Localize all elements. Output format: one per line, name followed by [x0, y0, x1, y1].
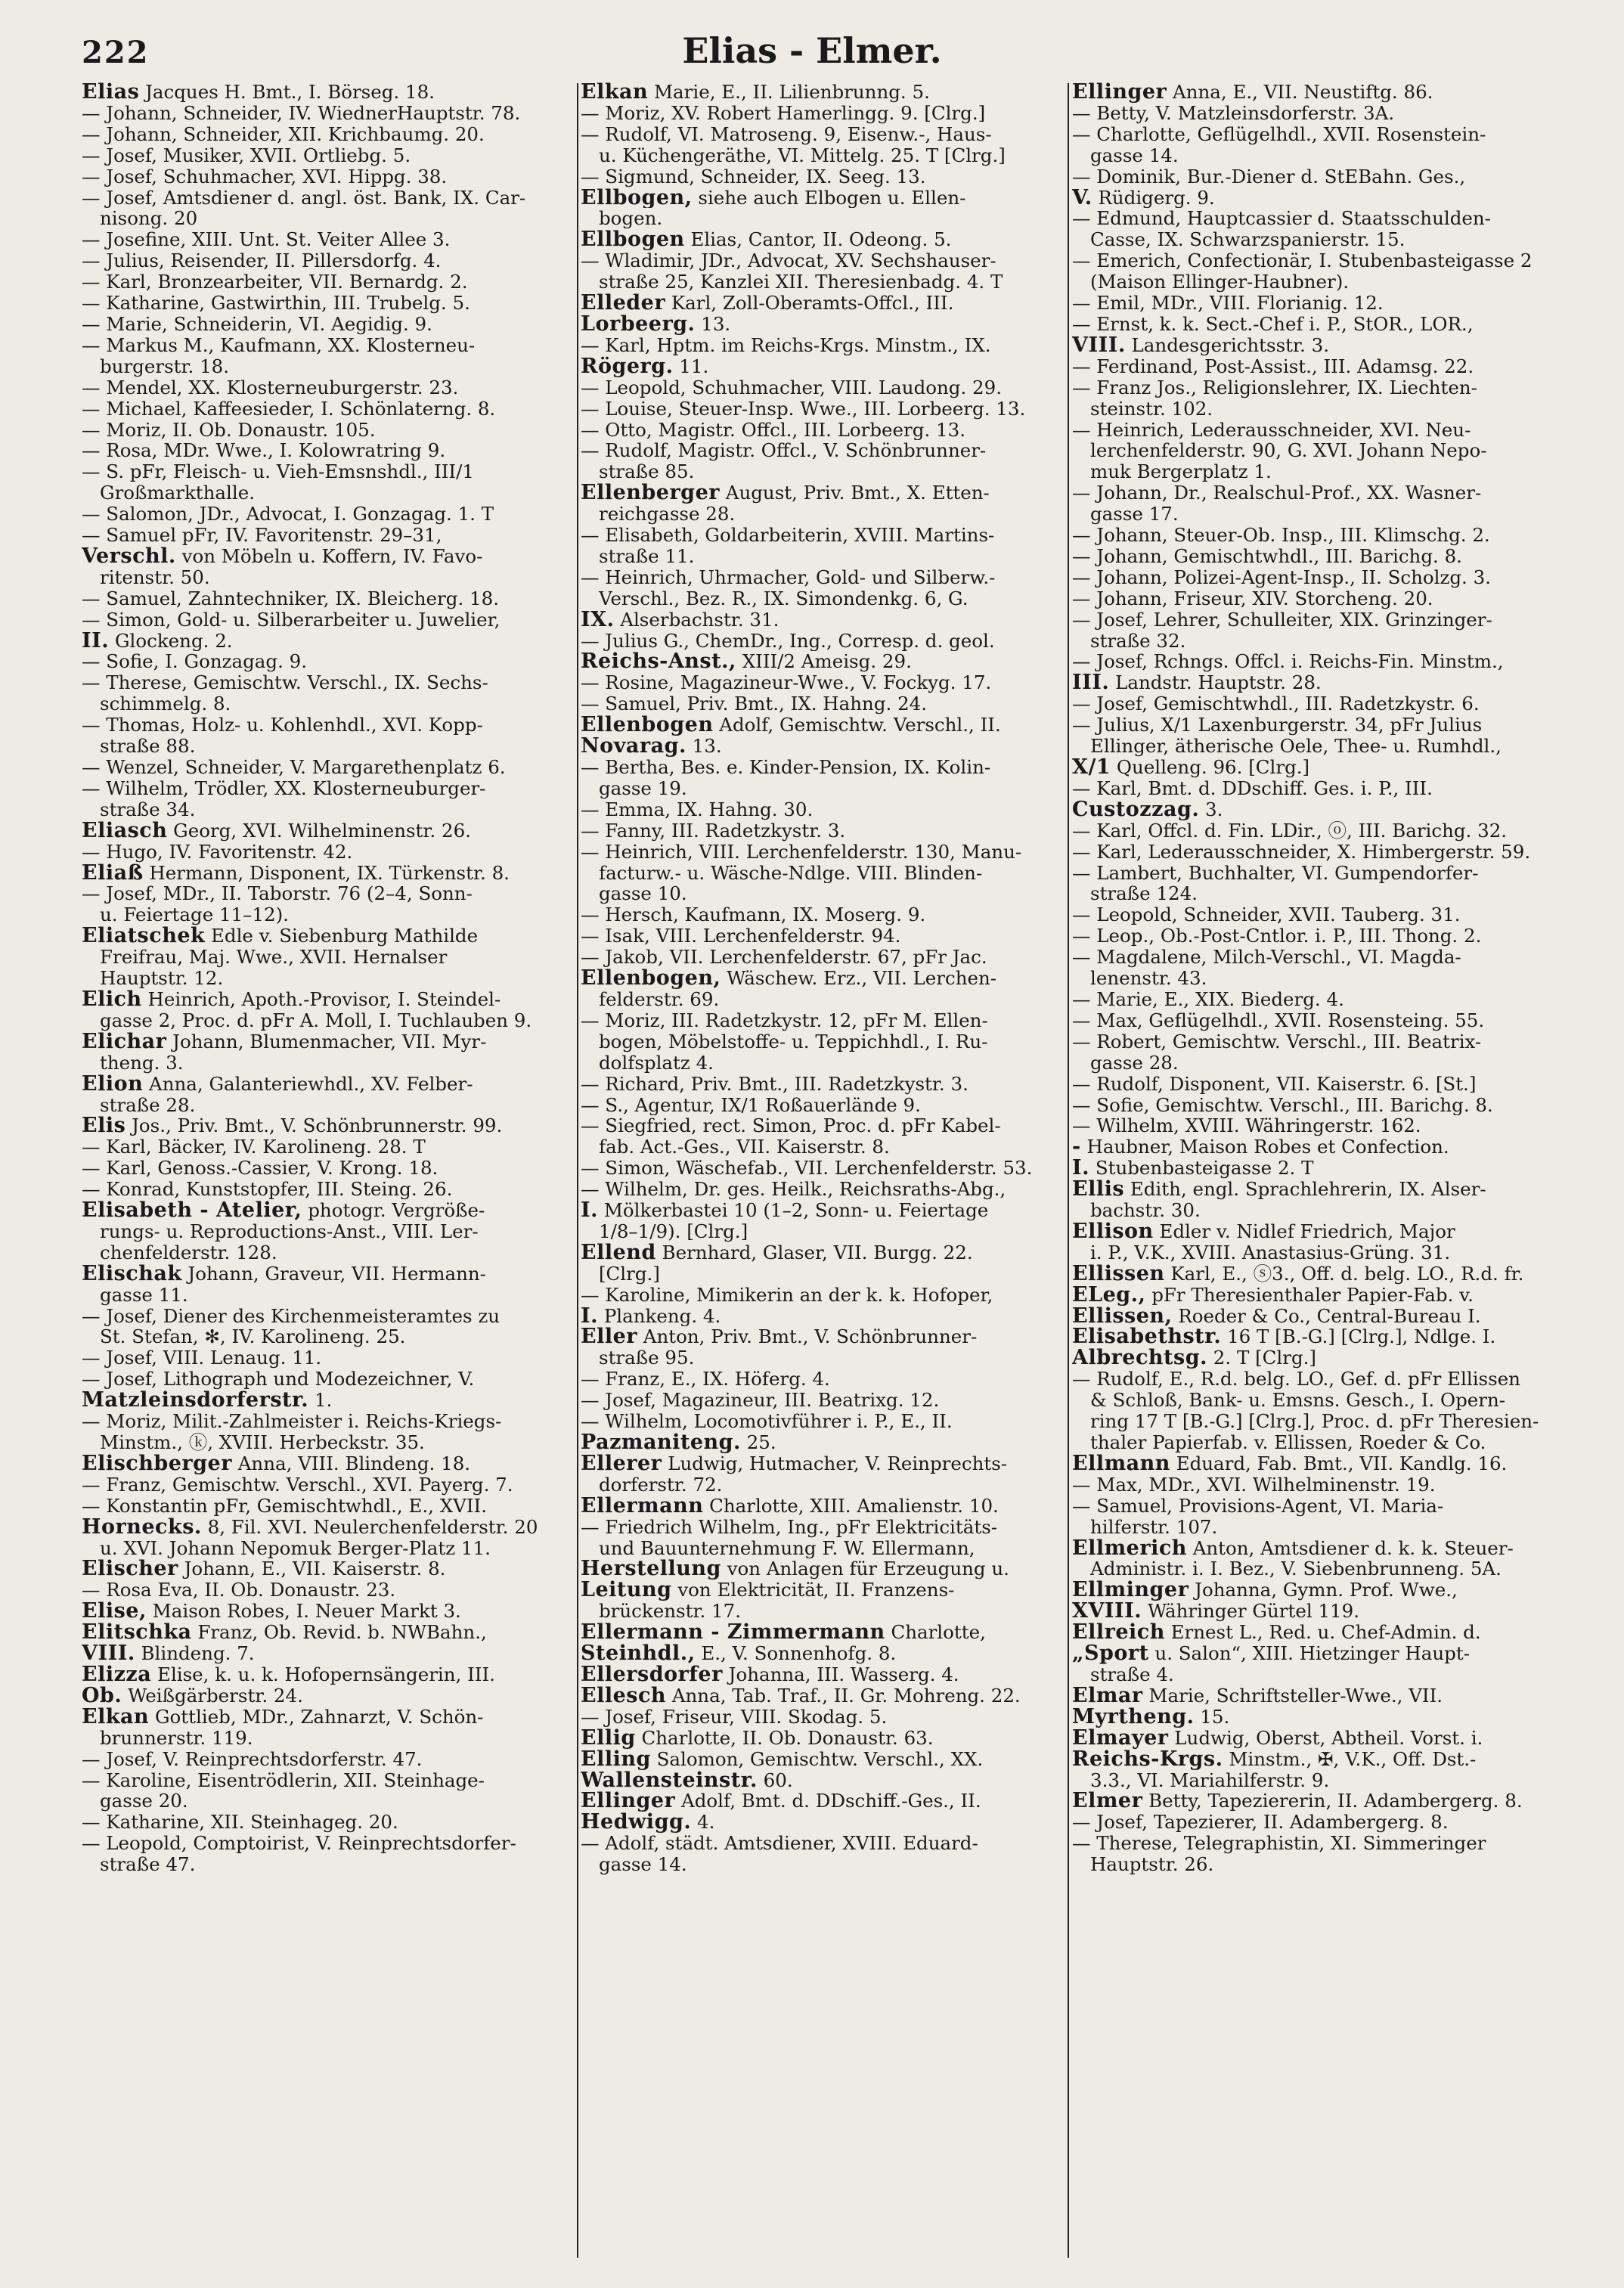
directory-line: — Karoline, Mimikerin an der k. k. Hofoper, — [581, 1284, 993, 1306]
directory-line: III. Landstr. Hauptstr. 28. — [1072, 672, 1322, 694]
directory-line: gasse 14. — [599, 1854, 687, 1876]
directory-line: — Julius G., ChemDr., Ing., Corresp. d. geol. — [581, 630, 995, 652]
directory-line: Elling Salomon, Gemischtw. Verschl., XX. — [581, 1748, 984, 1770]
column-divider — [577, 83, 578, 2258]
directory-line: — Franz, Gemischtw. Verschl., XVI. Payerg. 7. — [82, 1474, 513, 1496]
directory-line: Eliaß Hermann, Disponent, IX. Türkenstr. 8. — [82, 862, 510, 884]
directory-line: Elizza Elise, k. u. k. Hofopernsängerin, III. — [82, 1663, 495, 1685]
directory-line: — Johann, Schneider, IV. WiednerHauptstr. 78. — [82, 102, 521, 124]
directory-line: i. P., V.K., XVIII. Anastasius-Grüng. 31. — [1090, 1242, 1451, 1263]
directory-line: — Katharine, XII. Steinhageg. 20. — [82, 1812, 398, 1834]
directory-line: — Leopold, Comptoirist, V. Reinprechtsdorfer- — [82, 1833, 516, 1855]
directory-line: chenfelderstr. 128. — [100, 1242, 277, 1263]
directory-line: 1/8–1/9). [Clrg.] — [599, 1220, 748, 1242]
directory-line: — Marie, Schneiderin, VI. Aegidig. 9. — [82, 313, 432, 335]
directory-line: burgerstr. 18. — [100, 355, 230, 377]
directory-line: — Josef, Friseur, VIII. Skodag. 5. — [581, 1706, 888, 1728]
directory-line: — Katharine, Gastwirthin, III. Trubelg. 5. — [82, 293, 470, 314]
directory-line: XVIII. Währinger Gürtel 119. — [1072, 1601, 1360, 1623]
directory-line: — Max, Geflügelhdl., XVII. Rosensteing. 55. — [1072, 1009, 1485, 1031]
directory-line: Elischak Johann, Graveur, VII. Hermann- — [82, 1263, 486, 1285]
directory-line: — Sofie, Gemischtw. Verschl., III. Barichg. 8. — [1072, 1094, 1493, 1116]
directory-line: gasse 10. — [599, 883, 687, 905]
directory-line: Hedwigg. 4. — [581, 1812, 715, 1834]
directory-line: Elise, Maison Robes, I. Neuer Markt 3. — [82, 1601, 461, 1623]
directory-line: — Karl, Lederausschneider, X. Himbergerstr. 59. — [1072, 841, 1531, 863]
directory-line: — Josef, Gemischtwhdl., III. Radetzkystr. 6. — [1072, 693, 1480, 715]
directory-line: Elkan Marie, E., II. Lilienbrunng. 5. — [581, 82, 930, 103]
directory-line: — Wladimir, JDr., Advocat, XV. Sechshauser- — [581, 250, 996, 272]
directory-line: — Josef, Diener des Kirchenmeisteramtes zu — [82, 1305, 501, 1327]
directory-line: — S., Agentur, IX/1 Roßauerlände 9. — [581, 1094, 921, 1116]
directory-line: II. Glockeng. 2. — [82, 630, 233, 652]
directory-line: Ellenbogen, Wäschew. Erz., VII. Lerchen- — [581, 968, 997, 989]
directory-line: — Josef, Amtsdiener d. angl. öst. Bank, IX. Car- — [82, 187, 526, 209]
directory-line: — Josef, Musiker, XVII. Ortliebg. 5. — [82, 144, 411, 166]
directory-line: Myrtheng. 15. — [1072, 1706, 1230, 1728]
directory-line: Ellermann Charlotte, XIII. Amalienstr. 10. — [581, 1495, 999, 1517]
directory-line: — Josef, Schuhmacher, XVI. Hippg. 38. — [82, 166, 448, 188]
directory-line: Eliasch Georg, XVI. Wilhelminenstr. 26. — [82, 820, 471, 842]
directory-line: VIII. Blindeng. 7. — [82, 1643, 255, 1664]
directory-line: straße 34. — [100, 798, 196, 820]
directory-line: — Moriz, Milit.-Zahlmeister i. Reichs-Kriegs- — [82, 1411, 502, 1432]
column-left — [82, 82, 573, 1875]
directory-line: Administr. i. I. Bez., V. Siebenbrunneng. 5A. — [1090, 1558, 1502, 1580]
column-right — [1072, 82, 1575, 1875]
directory-line: — Karl, Bronzearbeiter, VII. Bernardg. 2. — [82, 271, 468, 293]
directory-line: Ellmann Eduard, Fab. Bmt., VII. Kandlg. 16. — [1072, 1452, 1508, 1474]
directory-line: — Thomas, Holz- u. Kohlenhdl., XVI. Kopp- — [82, 715, 483, 736]
directory-line: — Samuel pFr, IV. Favoritenstr. 29–31, — [82, 525, 442, 546]
directory-line: Ellend Bernhard, Glaser, VII. Burgg. 22. — [581, 1242, 973, 1263]
directory-line: brunnerstr. 119. — [100, 1727, 253, 1749]
directory-line: nisong. 20 — [100, 208, 198, 230]
directory-line: Elmayer Ludwig, Oberst, Abtheil. Vorst. i. — [1072, 1727, 1483, 1749]
directory-line: — Leop., Ob.-Post-Cntlor. i. P., III. Thong. 2. — [1072, 925, 1482, 947]
directory-line: Elion Anna, Galanteriewhdl., XV. Felber- — [82, 1073, 473, 1095]
directory-line: Eller Anton, Priv. Bmt., V. Schönbrunner- — [581, 1326, 978, 1348]
directory-line: Ellbogen Elias, Cantor, II. Odeong. 5. — [581, 229, 952, 251]
directory-line: — Simon, Gold- u. Silberarbeiter u. Juwelier, — [82, 609, 501, 631]
directory-line: X/1 Quelleng. 96. [Clrg.] — [1072, 757, 1310, 778]
directory-line: — Edmund, Hauptcassier d. Staatsschulden- — [1072, 208, 1491, 230]
directory-line: — S. pFr, Fleisch- u. Vieh-Emsnshdl., III/1 — [82, 461, 474, 483]
directory-line: — Johann, Schneider, XII. Krichbaumg. 20. — [82, 123, 485, 145]
directory-line: & Schloß, Bank- u. Emsns. Gesch., I. Opern- — [1090, 1390, 1506, 1412]
directory-line: — Otto, Magistr. Offcl., III. Lorbeerg. 13. — [581, 419, 965, 441]
directory-line: Ellesch Anna, Tab. Traf., II. Gr. Mohreng. 22. — [581, 1685, 1021, 1707]
directory-line: Reichs-Krgs. Minstm., ✠, V.K., Off. Dst.- — [1072, 1748, 1477, 1770]
directory-line: Ellermann - Zimmermann Charlotte, — [581, 1622, 986, 1644]
directory-line: Elmer Betty, Tapeziererin, II. Adambergerg. 8. — [1072, 1790, 1523, 1812]
directory-line: Großmarkthalle. — [100, 482, 255, 504]
directory-line: — Heinrich, Uhrmacher, Gold- und Silberw.- — [581, 566, 996, 588]
directory-line: Minstm., ⓚ, XVIII. Herbeckstr. 35. — [100, 1432, 425, 1453]
directory-line: straße 4. — [1090, 1663, 1174, 1685]
directory-line: — Marie, E., XIX. Biederg. 4. — [1072, 988, 1344, 1010]
directory-line: — Magdalene, Milch-Verschl., VI. Magda- — [1072, 947, 1461, 969]
directory-line: ritenstr. 50. — [100, 566, 210, 588]
directory-line: — Heinrich, VIII. Lerchenfelderstr. 130, Manu- — [581, 841, 1022, 863]
directory-line: — Josef, VIII. Lenaug. 11. — [82, 1347, 322, 1369]
directory-line: — Adolf, städt. Amtsdiener, XVIII. Eduard- — [581, 1833, 978, 1855]
directory-line: 3.3., VI. Mariahilferstr. 9. — [1090, 1769, 1330, 1791]
directory-line: Ellenbogen Adolf, Gemischtw. Verschl., II. — [581, 715, 1001, 736]
directory-line: — Wilhelm, Trödler, XX. Klosterneuburger- — [82, 777, 486, 799]
directory-line: (Maison Ellinger-Haubner). — [1090, 271, 1350, 293]
directory-line: — Fanny, III. Radetzkystr. 3. — [581, 820, 846, 842]
page-number: 222 — [82, 35, 150, 70]
directory-line: Ellerer Ludwig, Hutmacher, V. Reinprechts- — [581, 1452, 1008, 1474]
directory-line: Ellis Edith, engl. Sprachlehrerin, IX. Alser- — [1072, 1179, 1486, 1201]
directory-line: Custozzag. 3. — [1072, 798, 1223, 820]
directory-line: brückenstr. 17. — [599, 1601, 741, 1623]
directory-line: — Richard, Priv. Bmt., III. Radetzkystr. 3. — [581, 1073, 969, 1095]
directory-line: u. XVI. Johann Nepomuk Berger-Platz 11. — [100, 1537, 491, 1559]
directory-line: Ellreich Ernest L., Red. u. Chef-Admin. d. — [1072, 1622, 1481, 1644]
directory-line: — Ernst, k. k. Sect.-Chef i. P., StOR., LOR., — [1072, 313, 1474, 335]
directory-line: steinstr. 102. — [1090, 398, 1213, 420]
directory-line: Elitschka Franz, Ob. Revid. b. NWBahn., — [82, 1622, 487, 1644]
directory-line: — Julius, Reisender, II. Pillersdorfg. 4. — [82, 250, 442, 272]
directory-line: — Wilhelm, Dr. ges. Heilk., Reichsraths-Abg., — [581, 1179, 1006, 1201]
directory-line: dolfsplatz 4. — [599, 1052, 714, 1074]
directory-line: — Wilhelm, XVIII. Währingerstr. 162. — [1072, 1115, 1421, 1137]
directory-line: Elischer Johann, E., VII. Kaiserstr. 8. — [82, 1558, 446, 1580]
directory-line: — Samuel, Provisions-Agent, VI. Maria- — [1072, 1495, 1444, 1517]
directory-line: — Johann, Polizei-Agent-Insp., II. Scholzg. 3. — [1072, 566, 1492, 588]
column-middle — [581, 82, 1072, 1875]
directory-line: — Johann, Steuer-Ob. Insp., III. Klimschg. 2. — [1072, 525, 1490, 546]
directory-line: I. Stubenbasteigasse 2. T — [1072, 1158, 1314, 1180]
directory-line: — Josef, Rchngs. Offcl. i. Reichs-Fin. Minstm., — [1072, 651, 1504, 673]
directory-line: — Isak, VIII. Lerchenfelderstr. 94. — [581, 925, 901, 947]
directory-line: straße 32. — [1090, 630, 1186, 652]
directory-line: — Josef, Magazineur, III. Beatrixg. 12. — [581, 1390, 940, 1412]
directory-line: Rögerg. 11. — [581, 355, 709, 377]
directory-line: — Sofie, I. Gonzagag. 9. — [82, 651, 308, 673]
directory-line: — Josef, Lithograph und Modezeichner, V. — [82, 1369, 475, 1390]
directory-line: — Lambert, Buchhalter, VI. Gumpendorfer- — [1072, 862, 1479, 884]
directory-line: — Emerich, Confectionär, I. Stubenbasteigasse 2 — [1072, 250, 1533, 272]
directory-line: gasse 14. — [1090, 144, 1179, 166]
directory-line: — Mendel, XX. Klosterneuburgerstr. 23. — [82, 377, 459, 398]
directory-line: — Johann, Dr., Realschul-Prof., XX. Wasner- — [1072, 482, 1482, 504]
directory-line: — Hugo, IV. Favoritenstr. 42. — [82, 841, 353, 863]
directory-line: bachstr. 30. — [1090, 1200, 1201, 1221]
directory-line: Elich Heinrich, Apoth.-Provisor, I. Steindel- — [82, 988, 501, 1010]
directory-line: — Sigmund, Schneider, IX. Seeg. 13. — [581, 166, 926, 188]
directory-line: Wallensteinstr. 60. — [581, 1769, 793, 1791]
directory-line: muk Bergerplatz 1. — [1090, 461, 1272, 483]
directory-line: Elisabeth - Atelier, photogr. Vergröße- — [82, 1200, 485, 1221]
directory-line: — Elisabeth, Goldarbeiterin, XVIII. Martins- — [581, 525, 995, 546]
directory-line: — Moriz, III. Radetzkystr. 12, pFr M. Ellen- — [581, 1009, 988, 1031]
directory-line: — Betty, V. Matzleinsdorferstr. 3A. — [1072, 102, 1395, 124]
directory-line: fab. Act.-Ges., VII. Kaiserstr. 8. — [599, 1136, 890, 1158]
directory-line: thaler Papierfab. v. Ellissen, Roeder & Co. — [1090, 1432, 1486, 1453]
directory-line: straße 95. — [599, 1347, 695, 1369]
directory-line: Lorbeerg. 13. — [581, 313, 731, 335]
directory-line: gasse 28. — [1090, 1052, 1179, 1074]
directory-line: Ellersdorfer Johanna, III. Wasserg. 4. — [581, 1663, 959, 1685]
directory-line: — Josef, V. Reinprechtsdorferstr. 47. — [82, 1748, 423, 1770]
directory-line: lenenstr. 43. — [1090, 968, 1207, 989]
directory-line: — Karl, Offcl. d. Fin. LDir., ⓞ, III. Barichg. 32. — [1072, 820, 1508, 842]
directory-line: - Haubner, Maison Robes et Confection. — [1072, 1136, 1449, 1158]
directory-line: — Julius, X/1 Laxenburgerstr. 34, pFr Julius — [1072, 715, 1483, 736]
directory-line: Herstellung von Anlagen für Erzeugung u. — [581, 1558, 1009, 1580]
running-head: Elias - Elmer. — [682, 30, 942, 71]
directory-line: Ellinger, ätherische Oele, Thee- u. Rumhdl., — [1090, 736, 1502, 757]
directory-line: Ellenberger August, Priv. Bmt., X. Etten- — [581, 482, 990, 504]
directory-line: Elmar Marie, Schriftsteller-Wwe., VII. — [1072, 1685, 1443, 1707]
directory-line: — Karl, Bmt. d. DDschiff. Ges. i. P., III. — [1072, 777, 1433, 799]
directory-line: Reichs-Anst., XIII/2 Ameisg. 29. — [581, 651, 912, 673]
directory-line: Steinhdl., E., V. Sonnenhofg. 8. — [581, 1643, 897, 1664]
directory-line: hilferstr. 107. — [1090, 1516, 1218, 1538]
directory-line: — Therese, Telegraphistin, XI. Simmeringer — [1072, 1833, 1486, 1855]
directory-line: — Rudolf, Disponent, VII. Kaiserstr. 6. [St.] — [1072, 1073, 1477, 1095]
directory-line: — Friedrich Wilhelm, Ing., pFr Elektricitäts- — [581, 1516, 998, 1538]
directory-line: straße 28. — [100, 1094, 196, 1116]
directory-line: und Bauunternehmung F. W. Ellermann, — [599, 1537, 975, 1559]
directory-line: — Rosa Eva, II. Ob. Donaustr. 23. — [82, 1580, 396, 1601]
directory-line: Elkan Gottlieb, MDr., Zahnarzt, V. Schön- — [82, 1706, 484, 1728]
directory-line: lerchenfelderstr. 90, G. XVI. Johann Nepo- — [1090, 440, 1487, 462]
page-header — [45, 30, 1579, 83]
directory-line: — Emma, IX. Hahng. 30. — [581, 798, 814, 820]
directory-line: I. Plankeng. 4. — [581, 1305, 721, 1327]
directory-line: straße 124. — [1090, 883, 1198, 905]
directory-line: — Konstantin pFr, Gemischtwhdl., E., XVII. — [82, 1495, 488, 1517]
directory-line: Elis Jos., Priv. Bmt., V. Schönbrunnerstr. 99. — [82, 1115, 503, 1137]
directory-line: Ellmerich Anton, Amtsdiener d. k. k. Steuer- — [1072, 1537, 1514, 1559]
directory-line: Verschl. von Möbeln u. Koffern, IV. Favo- — [82, 545, 483, 567]
directory-line: Ellissen Karl, E., ⓢ3., Off. d. belg. LO., R.d. fr. — [1072, 1263, 1524, 1285]
directory-line: — Max, MDr., XVI. Wilhelminenstr. 19. — [1072, 1474, 1436, 1496]
directory-line: gasse 20. — [100, 1790, 188, 1812]
directory-line: Casse, IX. Schwarzspanierstr. 15. — [1090, 229, 1406, 251]
directory-line: Ob. Weißgärberstr. 24. — [82, 1685, 303, 1707]
directory-line: theng. 3. — [100, 1052, 184, 1074]
directory-line: Ellinger Anna, E., VII. Neustiftg. 86. — [1072, 82, 1433, 103]
directory-line: — Samuel, Zahntechniker, IX. Bleicherg. 18. — [82, 588, 499, 609]
directory-line: dorferstr. 72. — [599, 1474, 723, 1496]
directory-line: Ellbogen, siehe auch Elbogen u. Ellen- — [581, 187, 966, 209]
directory-line: — Karl, Bäcker, IV. Karolineng. 28. T — [82, 1136, 426, 1158]
directory-line: — Johann, Friseur, XIV. Storcheng. 20. — [1072, 588, 1433, 609]
directory-line: — Michael, Kaffeesieder, I. Schönlaterng. 8. — [82, 398, 496, 420]
directory-line: Pazmaniteng. 25. — [581, 1432, 776, 1453]
directory-line: — Karl, Hptm. im Reichs-Krgs. Minstm., IX. — [581, 334, 991, 356]
directory-line: gasse 19. — [599, 777, 687, 799]
directory-line: V. Rüdigerg. 9. — [1072, 187, 1215, 209]
directory-line: — Johann, Gemischtwhdl., III. Barichg. 8. — [1072, 545, 1462, 567]
directory-line: — Charlotte, Geflügelhdl., XVII. Rosenstein- — [1072, 123, 1486, 145]
directory-line: — Emil, MDr., VIII. Florianig. 12. — [1072, 293, 1384, 314]
directory-line: Leitung von Elektricität, II. Franzens- — [581, 1580, 955, 1601]
directory-line: — Jakob, VII. Lerchenfelderstr. 67, pFr Jac. — [581, 947, 987, 969]
directory-line: — Wilhelm, Locomotivführer i. P., E., II. — [581, 1411, 953, 1432]
directory-line: Freifrau, Maj. Wwe., XVII. Hernalser — [100, 947, 448, 969]
directory-line: — Heinrich, Lederausschneider, XVI. Neu- — [1072, 419, 1471, 441]
directory-line: rungs- u. Reproductions-Anst., VIII. Ler- — [100, 1220, 479, 1242]
directory-line: St. Stefan, ✻, IV. Karolineng. 25. — [100, 1326, 406, 1348]
directory-line: — Louise, Steuer-Insp. Wwe., III. Lorbeerg. 13. — [581, 398, 1026, 420]
directory-line: „Sport u. Salon“, XIII. Hietzinger Haupt- — [1072, 1643, 1470, 1664]
directory-line: [Clrg.] — [599, 1263, 660, 1285]
directory-line: Ellissen, Roeder & Co., Central-Bureau I. — [1072, 1305, 1481, 1327]
directory-line: Elischberger Anna, VIII. Blindeng. 18. — [82, 1452, 471, 1474]
directory-line: Eliatschek Edle v. Siebenburg Mathilde — [82, 925, 479, 947]
directory-line: Novarag. 13. — [581, 736, 722, 757]
directory-line: Hauptstr. 26. — [1090, 1854, 1214, 1876]
directory-line: — Robert, Gemischtw. Verschl., III. Beatrix- — [1072, 1031, 1482, 1053]
directory-line: facturw.- u. Wäsche-Ndlge. VIII. Blinden- — [599, 862, 983, 884]
directory-line: ELeg., pFr Theresienthaler Papier-Fab. v. — [1072, 1284, 1474, 1306]
directory-line: u. Feiertage 11–12). — [100, 904, 289, 926]
directory-line: — Ferdinand, Post-Assist., III. Adamsg. 22. — [1072, 355, 1474, 377]
directory-line: Elisabethstr. 16 T [B.-G.] [Clrg.], Ndlge. I. — [1072, 1326, 1496, 1348]
directory-line: — Markus M., Kaufmann, XX. Klosterneu- — [82, 334, 476, 356]
directory-line: — Rosine, Magazineur-Wwe., V. Fockyg. 17. — [581, 672, 992, 694]
directory-line: gasse 2, Proc. d. pFr A. Moll, I. Tuchlauben 9. — [100, 1009, 532, 1031]
directory-line: Hauptstr. 12. — [100, 968, 224, 989]
directory-line: Elleder Karl, Zoll-Oberamts-Offcl., III. — [581, 293, 954, 314]
directory-line: IX. Alserbachstr. 31. — [581, 609, 779, 631]
directory-line: schimmelg. 8. — [100, 693, 231, 715]
directory-line: Verschl., Bez. R., IX. Simondenkg. 6, G. — [599, 588, 969, 609]
directory-line: — Josef, Tapezierer, II. Adambergerg. 8. — [1072, 1812, 1449, 1834]
directory-line: — Josef, Lehrer, Schulleiter, XIX. Grinzinger- — [1072, 609, 1492, 631]
directory-line: straße 88. — [100, 736, 196, 757]
directory-line: — Salomon, JDr., Advocat, I. Gonzagag. 1. T — [82, 504, 494, 525]
directory-line: Ellig Charlotte, II. Ob. Donaustr. 63. — [581, 1727, 934, 1749]
directory-line: — Hersch, Kaufmann, IX. Moserg. 9. — [581, 904, 926, 926]
directory-line: — Franz Jos., Religionslehrer, IX. Liechten- — [1072, 377, 1477, 398]
directory-line: — Bertha, Bes. e. Kinder-Pension, IX. Kolin- — [581, 757, 991, 778]
directory-line: straße 11. — [599, 545, 695, 567]
directory-line: — Josefine, XIII. Unt. St. Veiter Allee 3. — [82, 229, 451, 251]
directory-line: straße 25, Kanzlei XII. Theresienbadg. 4. T — [599, 271, 1003, 293]
directory-line: — Konrad, Kunststopfer, III. Steing. 26. — [82, 1179, 453, 1201]
directory-line: Albrechtsg. 2. T [Clrg.] — [1072, 1347, 1316, 1369]
directory-line: straße 47. — [100, 1854, 196, 1876]
directory-line: — Rudolf, E., R.d. belg. LO., Gef. d. pFr Ellissen — [1072, 1369, 1520, 1390]
directory-line: — Rosa, MDr. Wwe., I. Kolowratring 9. — [82, 440, 446, 462]
directory-line: — Moriz, II. Ob. Donaustr. 105. — [82, 419, 376, 441]
directory-line: Hornecks. 8, Fil. XVI. Neulerchenfelderstr. 20 — [82, 1516, 538, 1538]
directory-line: Ellison Edler v. Nidlef Friedrich, Major — [1072, 1220, 1455, 1242]
directory-line: ring 17 T [B.-G.] [Clrg.], Proc. d. pFr Theresien- — [1090, 1411, 1539, 1432]
directory-line: gasse 17. — [1090, 504, 1179, 525]
directory-line: u. Küchengeräthe, VI. Mittelg. 25. T [Clrg.] — [599, 144, 1006, 166]
directory-line: — Leopold, Schneider, XVII. Tauberg. 31. — [1072, 904, 1461, 926]
directory-line: — Rudolf, VI. Matroseng. 9, Eisenw.-, Haus- — [581, 123, 992, 145]
directory-line: I. Mölkerbastei 10 (1–2, Sonn- u. Feiertage — [581, 1200, 989, 1221]
directory-line: — Leopold, Schuhmacher, VIII. Laudong. 29. — [581, 377, 1003, 398]
directory-line: — Rudolf, Magistr. Offcl., V. Schönbrunner- — [581, 440, 987, 462]
directory-line: Matzleinsdorferstr. 1. — [82, 1390, 333, 1412]
directory-line: — Siegfried, rect. Simon, Proc. d. pFr Kabel- — [581, 1115, 1001, 1137]
directory-line: bogen. — [599, 208, 663, 230]
directory-line: — Josef, MDr., II. Taborstr. 76 (2–4, Sonn- — [82, 883, 473, 905]
directory-line: Ellinger Adolf, Bmt. d. DDschiff.-Ges., II. — [581, 1790, 981, 1812]
directory-line: reichgasse 28. — [599, 504, 736, 525]
directory-line: VIII. Landesgerichtsstr. 3. — [1072, 334, 1329, 356]
directory-line: — Simon, Wäschefab., VII. Lerchenfelderstr. 53. — [581, 1158, 1033, 1180]
directory-line: Ellminger Johanna, Gymn. Prof. Wwe., — [1072, 1580, 1458, 1601]
directory-line: gasse 11. — [100, 1284, 188, 1306]
directory-line: — Franz, E., IX. Höferg. 4. — [581, 1369, 830, 1390]
directory-line: bogen, Möbelstoffe- u. Teppichhdl., I. Ru- — [599, 1031, 988, 1053]
directory-line: — Wenzel, Schneider, V. Margarethenplatz 6. — [82, 757, 506, 778]
directory-line: straße 85. — [599, 461, 695, 483]
directory-line: — Moriz, XV. Robert Hamerlingg. 9. [Clrg.] — [581, 102, 986, 124]
directory-line: — Dominik, Bur.-Diener d. StEBahn. Ges., — [1072, 166, 1466, 188]
directory-line: — Karoline, Eisentrödlerin, XII. Steinhage- — [82, 1769, 485, 1791]
directory-line: — Therese, Gemischtw. Verschl., IX. Sechs- — [82, 672, 488, 694]
directory-line: Elichar Johann, Blumenmacher, VII. Myr- — [82, 1031, 487, 1053]
directory-line: — Samuel, Priv. Bmt., IX. Hahng. 24. — [581, 693, 928, 715]
directory-line: felderstr. 69. — [599, 988, 720, 1010]
directory-line: — Karl, Genoss.-Cassier, V. Krong. 18. — [82, 1158, 439, 1180]
directory-line: Elias Jacques H. Bmt., I. Börseg. 18. — [82, 82, 435, 103]
